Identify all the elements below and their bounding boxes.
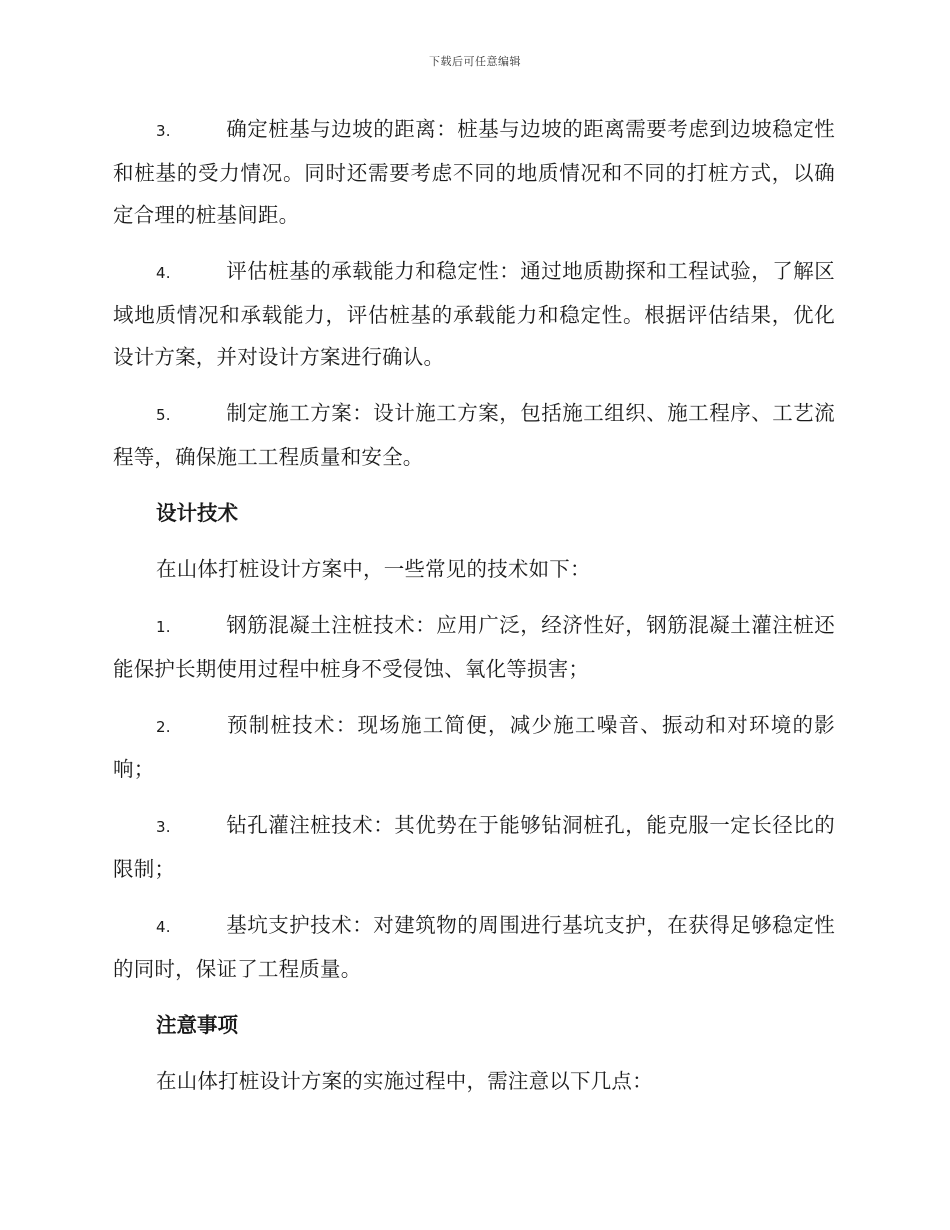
page-header: 下载后可任意编辑	[429, 55, 521, 68]
section-intro-notes: 在山体打桩设计方案的实施过程中，需注意以下几点：	[156, 1069, 653, 1093]
section-intro-design: 在山体打桩设计方案中，一些常见的技术如下：	[156, 557, 591, 581]
document-body	[113, 108, 835, 1116]
list-item-text: 制定施工方案：设计施工方案，包括施工组织、施工程序、工艺流程等，确保施工工程质量和安全。	[113, 401, 835, 469]
section-heading-notes: 注意事项	[156, 1013, 238, 1037]
list-number: 1.	[156, 618, 171, 636]
list-item-text: 评估桩基的承载能力和稳定性：通过地质勘探和工程试验，了解区域地质情况和承载能力，评估桩基的承载能力和稳定性。根据评估结果，优化设计方案，并对设计方案进行确认。	[113, 259, 835, 369]
list-number: 3.	[156, 122, 171, 140]
list-number: 2.	[156, 718, 171, 736]
list-item	[113, 704, 835, 790]
list-item	[113, 392, 835, 478]
list-item-text: 基坑支护技术：对建筑物的周围进行基坑支护，在获得足够稳定性的同时，保证了工程质量。	[113, 913, 835, 981]
list-item	[113, 604, 835, 690]
list-item	[113, 250, 835, 378]
list-number: 3.	[156, 818, 171, 836]
section-heading-design: 设计技术	[156, 501, 238, 525]
list-number: 4.	[156, 264, 171, 282]
list-item-text: 确定桩基与边坡的距离：桩基与边坡的距离需要考虑到边坡稳定性和桩基的受力情况。同时还需要考虑不同的地质情况和不同的打桩方式，以确定合理的桩基间距。	[113, 117, 835, 227]
list-item-text: 预制桩技术：现场施工简便，减少施工噪音、振动和对环境的影响；	[113, 713, 835, 781]
list-number: 4.	[156, 918, 171, 936]
list-item-text: 钢筋混凝土注桩技术：应用广泛，经济性好，钢筋混凝土灌注桩还能保护长期使用过程中桩身不受侵蚀、氧化等损害；	[113, 613, 835, 681]
list-number: 5.	[156, 406, 171, 424]
list-item	[113, 804, 835, 890]
list-item	[113, 904, 835, 990]
list-item-text: 钻孔灌注桩技术：其优势在于能够钻洞桩孔，能克服一定长径比的限制；	[113, 813, 835, 881]
list-item	[113, 108, 835, 236]
